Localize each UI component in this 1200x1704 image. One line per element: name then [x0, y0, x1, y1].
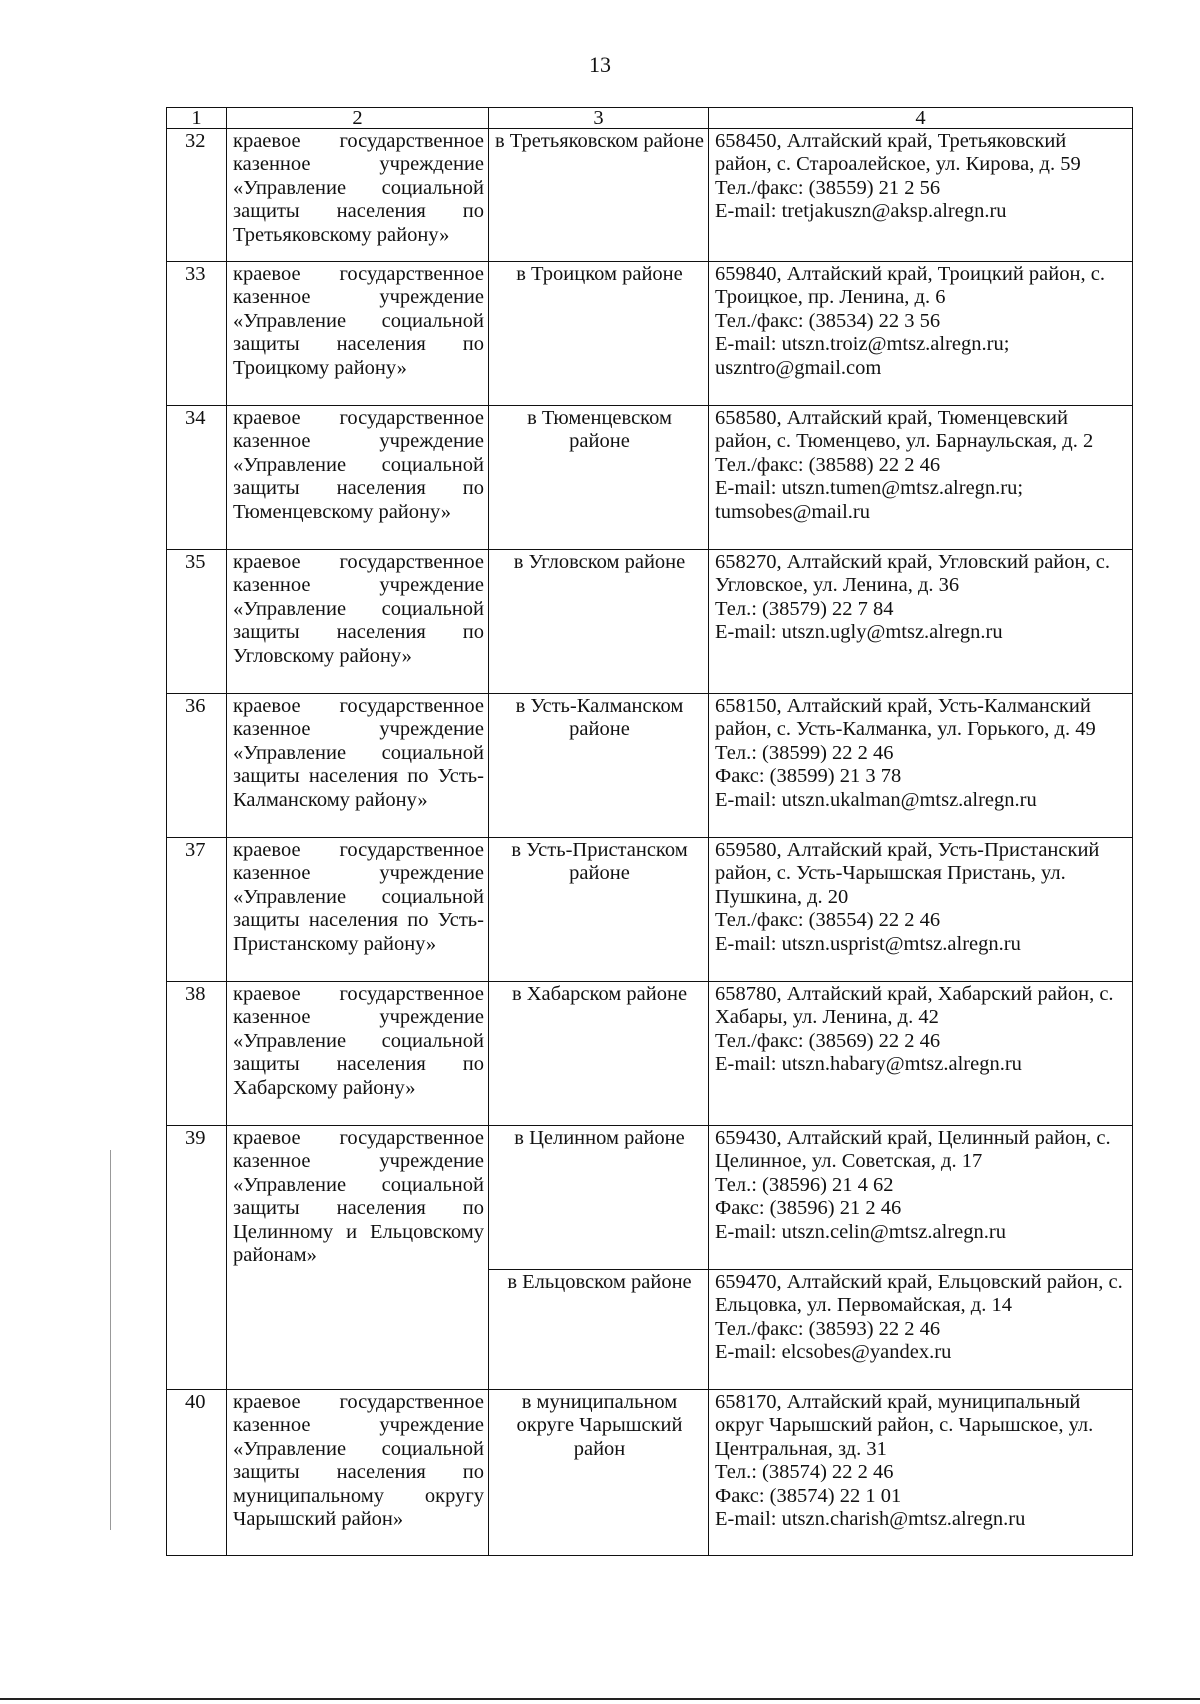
row-number: 39 [167, 1126, 227, 1390]
institutions-table [166, 107, 1133, 1556]
table-row [167, 262, 1133, 406]
district: в Троицком районе [489, 262, 709, 406]
table-row [167, 550, 1133, 694]
column-header-4: 4 [709, 108, 1133, 129]
row-number: 38 [167, 982, 227, 1126]
organization-name: краевое государственное казенное учреждение «Управление социальной защиты населения по Целинному и Ельцовскому районам» [227, 1126, 489, 1390]
contact-info: 658580, Алтайский край, Тюменцевский район, с. Тюменцево, ул. Барнаульская, д. 2 Тел./факс: (38588) 22 2 46 E-mail: utszn.tumen@mtsz.alregn.ru; tumsobes@mail.ru [709, 406, 1133, 550]
organization-name: краевое государственное казенное учреждение «Управление социальной защиты населения по Усть-Пристанскому району» [227, 838, 489, 982]
table-row [167, 1126, 1133, 1270]
district: в Усть-Калманском районе [489, 694, 709, 838]
row-number: 33 [167, 262, 227, 406]
organization-name: краевое государственное казенное учреждение «Управление социальной защиты населения по Угловскому району» [227, 550, 489, 694]
organization-name: краевое государственное казенное учреждение «Управление социальной защиты населения по Усть-Калманскому району» [227, 694, 489, 838]
district: в Тюменцевском районе [489, 406, 709, 550]
district: в Хабарском районе [489, 982, 709, 1126]
row-number: 34 [167, 406, 227, 550]
page-number: 13 [589, 52, 611, 77]
contact-info: 658780, Алтайский край, Хабарский район, с. Хабары, ул. Ленина, д. 42 Тел./факс: (38569) 22 2 46 E-mail: utszn.habary@mtsz.alregn.ru [709, 982, 1133, 1126]
district: в Целинном районе [489, 1126, 709, 1270]
column-header-2: 2 [227, 108, 489, 129]
contact-info: 658270, Алтайский край, Угловский район, с. Угловское, ул. Ленина, д. 36 Тел.: (38579) 22 7 84 E-mail: utszn.ugly@mtsz.alregn.ru [709, 550, 1133, 694]
organization-name: краевое государственное казенное учреждение «Управление социальной защиты населения по муниципальному округу Чарышский район» [227, 1390, 489, 1556]
row-number: 35 [167, 550, 227, 694]
organization-name: краевое государственное казенное учреждение «Управление социальной защиты населения по Тюменцевскому району» [227, 406, 489, 550]
table-row [167, 838, 1133, 982]
table-row [167, 1390, 1133, 1556]
table-header-row [167, 108, 1133, 129]
table-row [167, 406, 1133, 550]
contact-info: 658150, Алтайский край, Усть-Калманский район, с. Усть-Калманка, ул. Горького, д. 49 Тел.: (38599) 22 2 46 Факс: (38599) 21 3 78 E-mail: utszn.ukalman@mtsz.alregn.ru [709, 694, 1133, 838]
column-header-1: 1 [167, 108, 227, 129]
district: в Ельцовском районе [489, 1270, 709, 1390]
district: в Угловском районе [489, 550, 709, 694]
table-row [167, 129, 1133, 262]
row-number: 40 [167, 1390, 227, 1556]
row-number: 32 [167, 129, 227, 262]
district: в Усть-Пристанском районе [489, 838, 709, 982]
column-header-3: 3 [489, 108, 709, 129]
row-number: 37 [167, 838, 227, 982]
contact-info: 659430, Алтайский край, Целинный район, с. Целинное, ул. Советская, д. 17 Тел.: (38596) 21 4 62 Факс: (38596) 21 2 46 E-mail: utszn.celin@mtsz.alregn.ru [709, 1126, 1133, 1270]
table-row [167, 982, 1133, 1126]
district: в Третьяковском районе [489, 129, 709, 262]
contact-info: 658170, Алтайский край, муниципальный округ Чарышский район, с. Чарышское, ул. Центральная, зд. 31 Тел.: (38574) 22 2 46 Факс: (38574) 22 1 01 E-mail: utszn.charish@mtsz.alregn.ru [709, 1390, 1133, 1556]
row-number: 36 [167, 694, 227, 838]
table-row [167, 694, 1133, 838]
scan-artifact-line [110, 1150, 111, 1530]
contact-info: 659840, Алтайский край, Троицкий район, с. Троицкое, пр. Ленина, д. 6 Тел./факс: (38534) 22 3 56 E-mail: utszn.troiz@mtsz.alregn.ru; uszntro@gmail.com [709, 262, 1133, 406]
organization-name: краевое государственное казенное учреждение «Управление социальной защиты населения по Третьяковскому району» [227, 129, 489, 262]
contact-info: 658450, Алтайский край, Третьяковский район, с. Староалейское, ул. Кирова, д. 59 Тел./факс: (38559) 21 2 56 E-mail: tretjakuszn@aksp.alregn.ru [709, 129, 1133, 262]
contact-info: 659470, Алтайский край, Ельцовский район, с. Ельцовка, ул. Первомайская, д. 14 Тел./факс: (38593) 22 2 46 E-mail: elcsobes@yandex.ru [709, 1270, 1133, 1390]
organization-name: краевое государственное казенное учреждение «Управление социальной защиты населения по Троицкому району» [227, 262, 489, 406]
scan-bottom-edge [0, 1698, 1200, 1700]
organization-name: краевое государственное казенное учреждение «Управление социальной защиты населения по Хабарскому району» [227, 982, 489, 1126]
district: в муниципальном округе Чарышский район [489, 1390, 709, 1556]
contact-info: 659580, Алтайский край, Усть-Пристанский район, с. Усть-Чарышская Пристань, ул. Пушкина, д. 20 Тел./факс: (38554) 22 2 46 E-mail: utszn.usprist@mtsz.alregn.ru [709, 838, 1133, 982]
